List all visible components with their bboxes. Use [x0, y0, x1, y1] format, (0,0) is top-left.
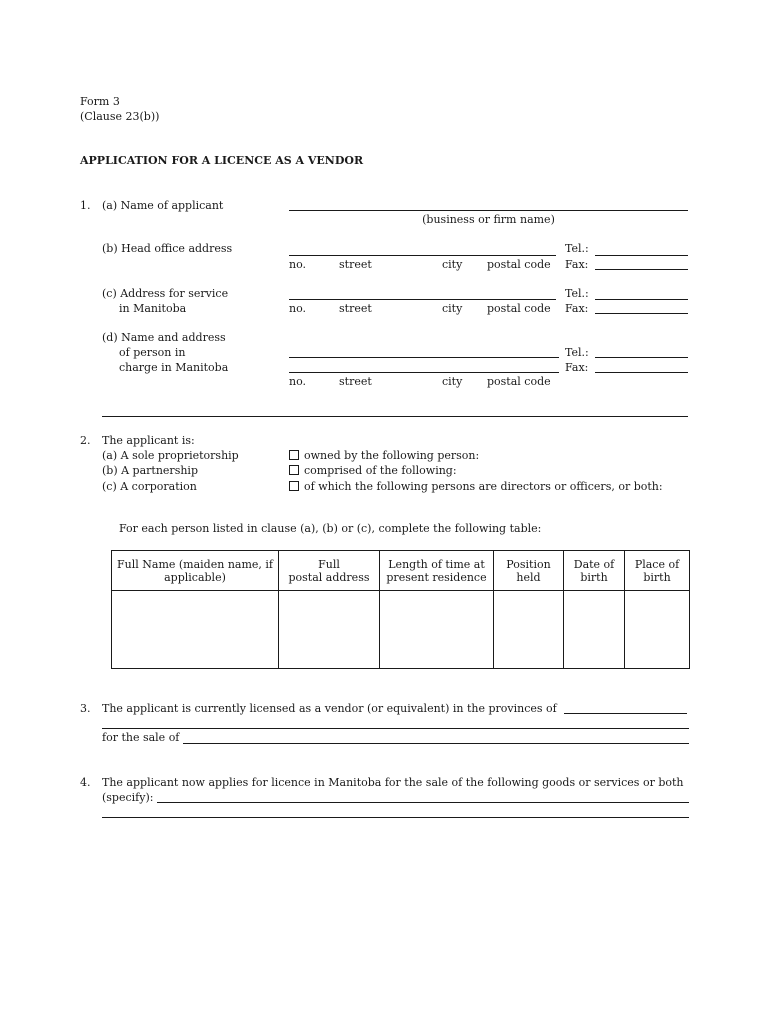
person-no-caption: no. — [289, 375, 307, 388]
applicant-type-intro: The applicant is: — [102, 434, 195, 447]
checkbox-comprised-label: comprised of the following: — [304, 464, 457, 477]
service-tel-field[interactable] — [595, 299, 688, 300]
cell-full-name[interactable] — [112, 591, 279, 669]
checkbox-directors[interactable] — [289, 480, 663, 493]
service-fax-field[interactable] — [595, 313, 688, 314]
goods-services-field[interactable] — [157, 802, 689, 803]
service-fax-label: Fax: — [565, 302, 589, 315]
service-street-caption: street — [339, 302, 372, 315]
section-4-number: 4. — [80, 776, 91, 789]
form-number: Form 3 — [80, 95, 120, 108]
cell-postal-address[interactable] — [279, 591, 380, 669]
head-office-no-caption: no. — [289, 258, 307, 271]
service-no-caption: no. — [289, 302, 307, 315]
head-office-city-caption: city — [442, 258, 463, 271]
clause-reference: (Clause 23(b)) — [80, 110, 160, 123]
person-in-charge-name-field[interactable] — [289, 357, 559, 358]
goods-services-text-2: (specify): — [102, 791, 154, 804]
applicant-name-field[interactable] — [289, 210, 688, 211]
service-address-label-2: in Manitoba — [119, 302, 187, 315]
person-in-charge-label-1: (d) Name and address — [102, 331, 226, 344]
table-row — [112, 591, 690, 669]
service-address-field[interactable] — [289, 299, 556, 300]
sale-of-field[interactable] — [183, 743, 689, 744]
head-office-tel-field[interactable] — [595, 255, 688, 256]
person-street-caption: street — [339, 375, 372, 388]
applicant-name-caption: (business or firm name) — [422, 213, 555, 226]
col-place-of-birth: Place of birth — [625, 551, 690, 591]
section-1-number: 1. — [80, 199, 91, 212]
checkbox-owned[interactable] — [289, 449, 479, 462]
col-full-name: Full Name (maiden name, if applicable) — [112, 551, 279, 591]
head-office-fax-field[interactable] — [595, 269, 688, 270]
head-office-address-field[interactable] — [289, 255, 556, 256]
checkbox-icon — [289, 465, 299, 475]
person-in-charge-address-field[interactable] — [289, 372, 559, 373]
applicant-name-label: (a) Name of applicant — [102, 199, 224, 212]
col-position-held: Position held — [494, 551, 564, 591]
table-intro: For each person listed in clause (a), (b) or (c), complete the following table: — [119, 522, 542, 535]
form-title: APPLICATION FOR A LICENCE AS A VENDOR — [80, 154, 364, 167]
person-fax-field[interactable] — [595, 372, 688, 373]
service-city-caption: city — [442, 302, 463, 315]
section-divider — [102, 416, 688, 417]
head-office-fax-label: Fax: — [565, 258, 589, 271]
persons-table — [111, 550, 690, 669]
checkbox-owned-label: owned by the following person: — [304, 449, 480, 462]
section-2-number: 2. — [80, 434, 91, 447]
col-postal-address: Full postal address — [279, 551, 380, 591]
person-fax-label: Fax: — [565, 361, 589, 374]
person-tel-field[interactable] — [595, 357, 688, 358]
licensed-provinces-field[interactable] — [564, 713, 687, 714]
service-address-label-1: (c) Address for service — [102, 287, 229, 300]
cell-length-of-residence[interactable] — [380, 591, 494, 669]
cell-position-held[interactable] — [494, 591, 564, 669]
option-sole-proprietorship: (a) A sole proprietorship — [102, 449, 239, 462]
sale-of-label: for the sale of — [102, 731, 180, 744]
col-length-of-residence: Length of time at present residence — [380, 551, 494, 591]
person-in-charge-label-2: of person in — [119, 346, 186, 359]
service-postal-caption: postal code — [487, 302, 551, 315]
section-3-number: 3. — [80, 702, 91, 715]
head-office-label: (b) Head office address — [102, 242, 233, 255]
checkbox-icon — [289, 481, 299, 491]
licensed-provinces-field-2[interactable] — [102, 728, 689, 729]
person-in-charge-label-3: charge in Manitoba — [119, 361, 229, 374]
checkbox-directors-label: of which the following persons are directors or officers, or both: — [304, 480, 663, 493]
option-partnership: (b) A partnership — [102, 464, 198, 477]
service-tel-label: Tel.: — [565, 287, 589, 300]
head-office-tel-label: Tel.: — [565, 242, 589, 255]
checkbox-comprised[interactable] — [289, 464, 457, 477]
goods-services-field-2[interactable] — [102, 817, 689, 818]
checkbox-icon — [289, 450, 299, 460]
goods-services-text-1: The applicant now applies for licence in Manitoba for the sale of the following goods or services or both — [102, 776, 684, 789]
col-date-of-birth: Date of birth — [564, 551, 625, 591]
cell-place-of-birth[interactable] — [625, 591, 690, 669]
person-city-caption: city — [442, 375, 463, 388]
head-office-street-caption: street — [339, 258, 372, 271]
head-office-postal-caption: postal code — [487, 258, 551, 271]
person-postal-caption: postal code — [487, 375, 551, 388]
licensed-provinces-text: The applicant is currently licensed as a vendor (or equivalent) in the provinces of — [102, 702, 557, 715]
person-tel-label: Tel.: — [565, 346, 589, 359]
option-corporation: (c) A corporation — [102, 480, 197, 493]
cell-date-of-birth[interactable] — [564, 591, 625, 669]
